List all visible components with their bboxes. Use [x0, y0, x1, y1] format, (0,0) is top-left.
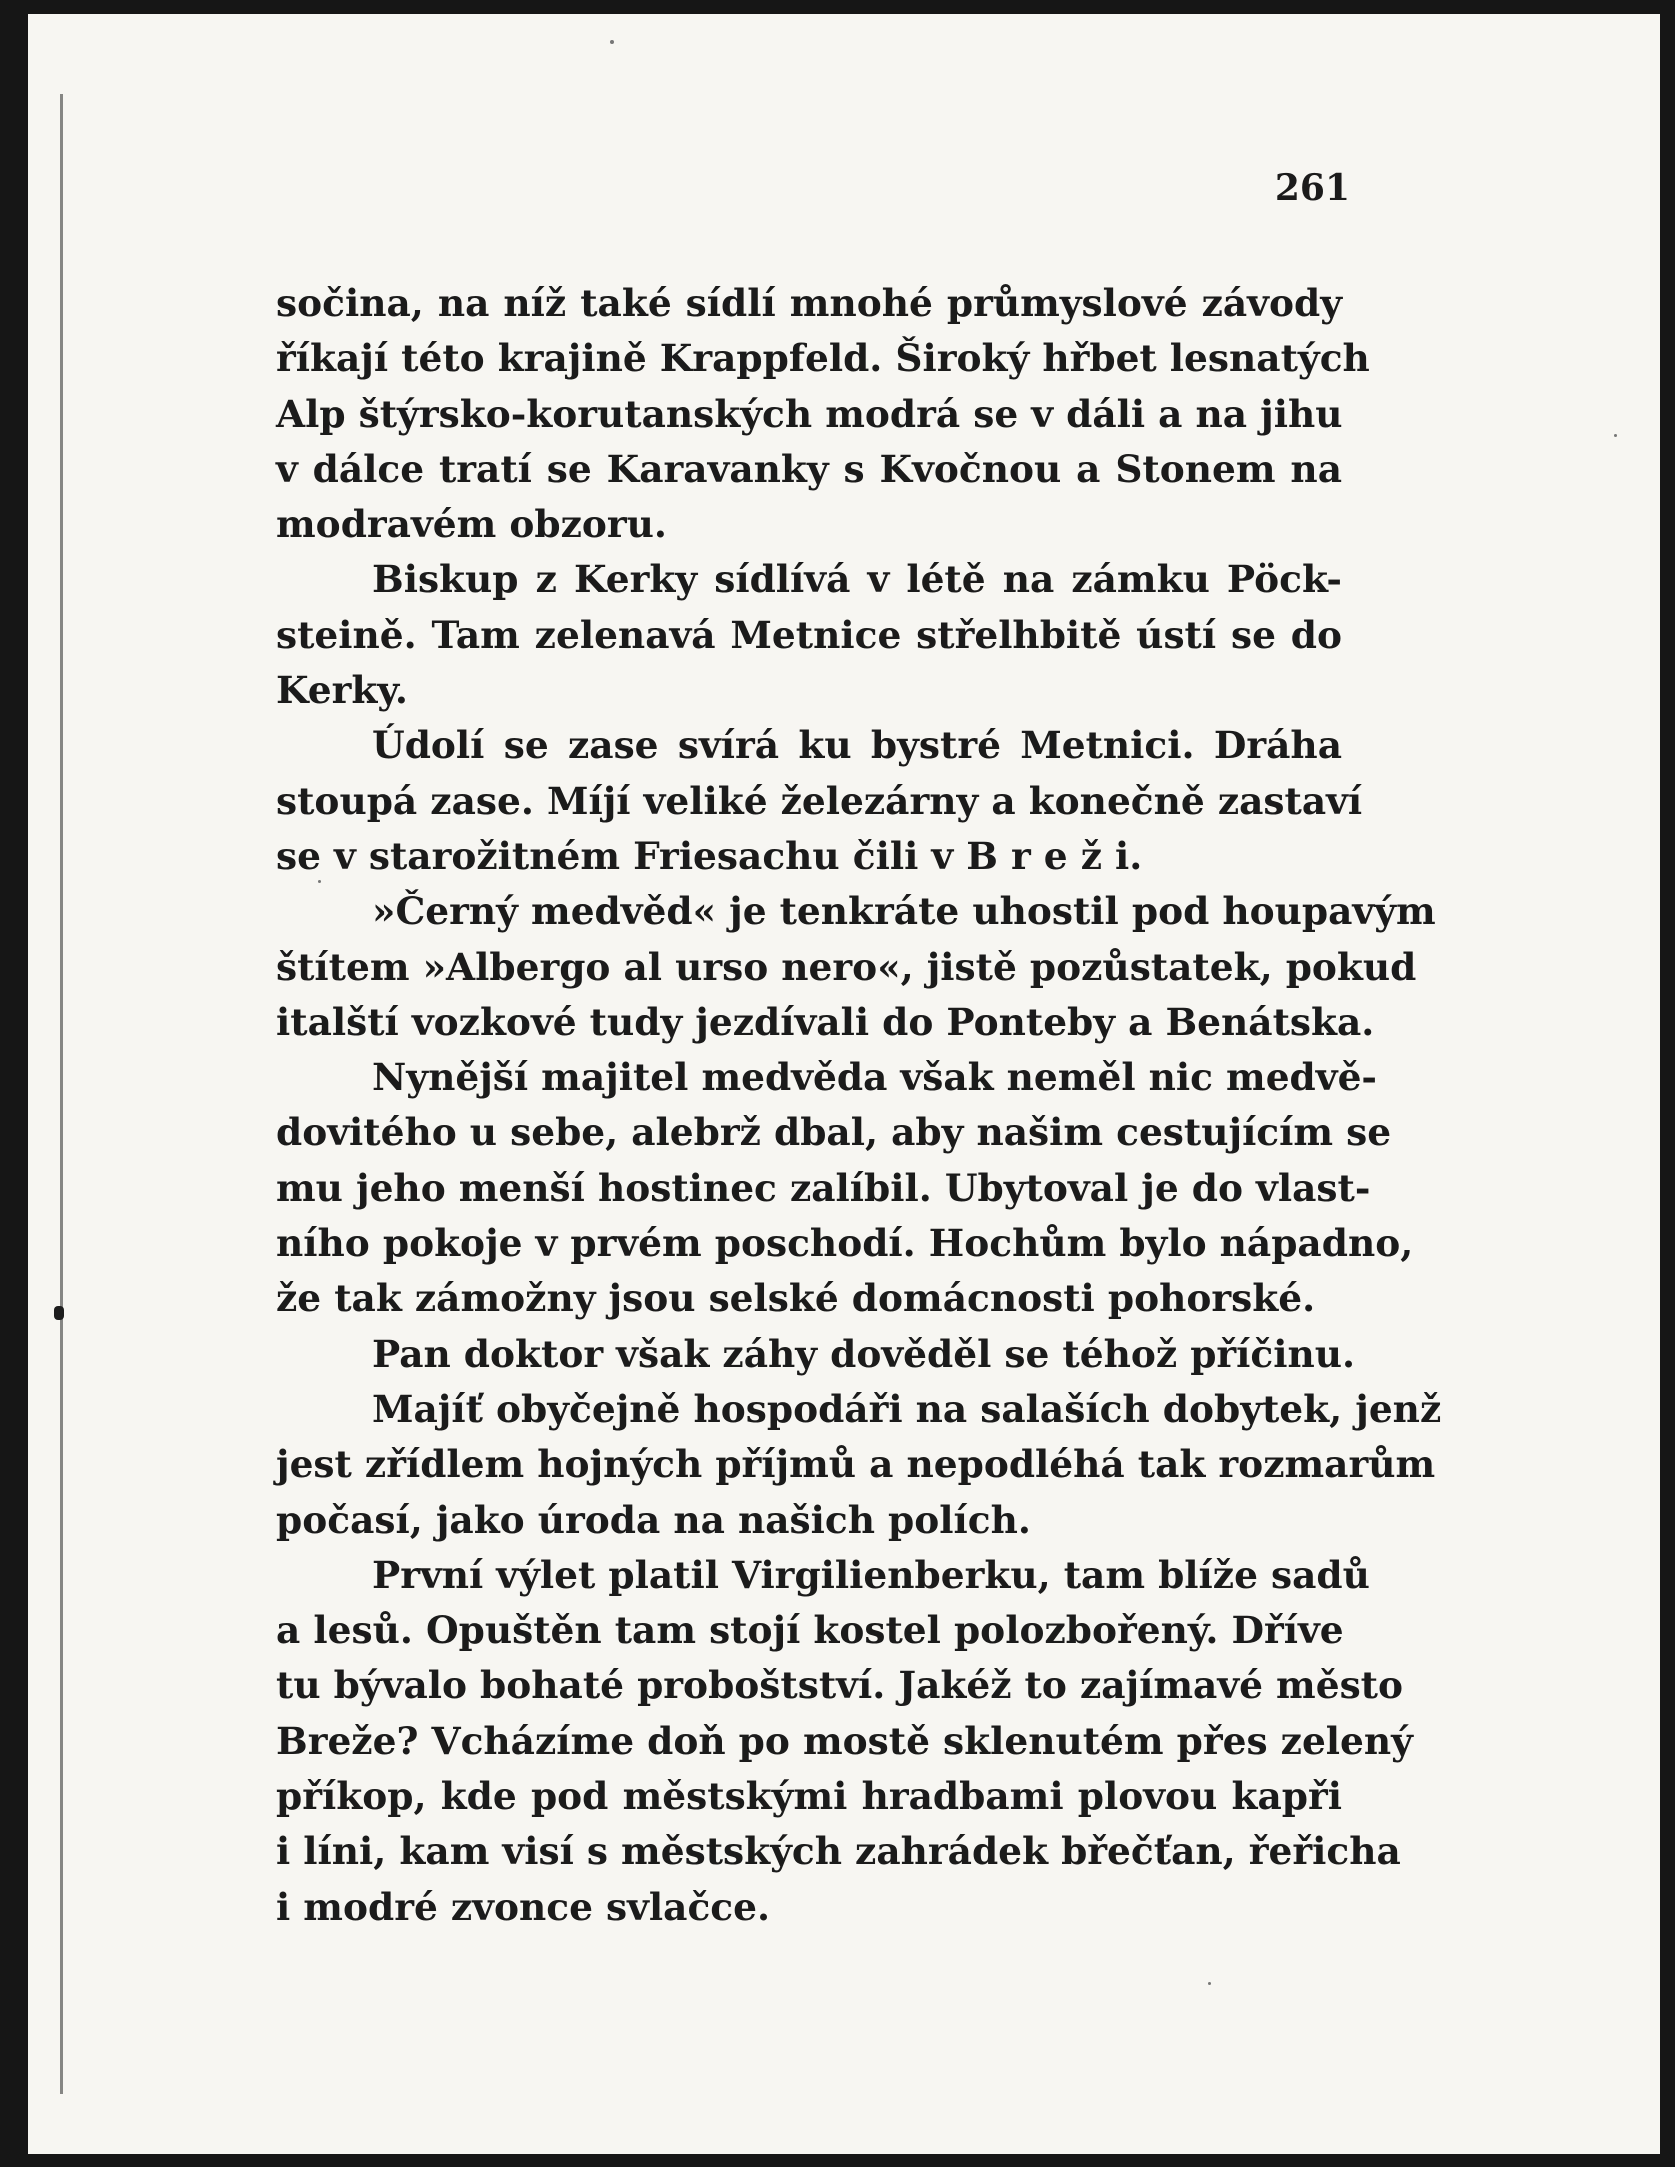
text-line: stoupá zase. Míjí veliké železárny a konečně zastaví: [276, 778, 1363, 823]
text-line: Kerky.: [276, 668, 408, 713]
text-line: sočina, na níž také sídlí mnohé průmyslové závody: [276, 281, 1342, 325]
text-line: steině. Tam zelenavá Metnice střelhbitě ústí se do: [276, 612, 1342, 657]
text-line: mu jeho menší hostinec zalíbil. Ubytoval je do vlast-: [276, 1165, 1371, 1210]
text-line: »Černý medvěd« je tenkráte uhostil pod houpavým: [372, 889, 1436, 934]
page-gutter-line: [60, 94, 63, 2094]
text-line: že tak zámožny jsou selské domácnosti pohorské.: [276, 1276, 1316, 1321]
ink-speck: [1208, 1982, 1211, 1985]
text-line: i modré zvonce svlačce.: [276, 1884, 771, 1929]
ink-speck: [610, 40, 614, 44]
text-line: počasí, jako úroda na našich polích.: [276, 1497, 1031, 1542]
text-line: tu bývalo bohaté proboštství. Jakéž to zajímavé město: [276, 1663, 1404, 1708]
text-line: Biskup z Kerky sídlívá v létě na zámku Pöck-: [372, 557, 1342, 602]
body-text: [276, 276, 1442, 1935]
text-line: modravém obzoru.: [276, 502, 667, 547]
text-line: říkají této krajině Krappfeld. Široký hřbet lesnatých: [276, 336, 1370, 381]
text-line: italští vozkové tudy jezdívali do Ponteby a Benátska.: [276, 999, 1375, 1044]
text-line: štítem »Albergo al urso nero«, jistě pozůstatek, pokud: [276, 944, 1417, 989]
page-number: 261: [1274, 167, 1350, 209]
text-line: a lesů. Opuštěn tam stojí kostel polozbořený. Dříve: [276, 1608, 1344, 1653]
text-line: i líni, kam visí s městských zahrádek břečťan, řeřicha: [276, 1829, 1401, 1874]
text-line: Breže? Vcházíme doň po mostě sklenutém přes zelený: [276, 1718, 1413, 1763]
gutter-ink-mark: [54, 1306, 64, 1320]
text-line: Pan doktor však záhy dověděl se téhož příčinu.: [372, 1331, 1356, 1376]
text-line: Alp štýrsko-korutanských modrá se v dáli a na jihu: [276, 391, 1343, 436]
text-line: jest zřídlem hojných příjmů a nepodléhá tak rozmarům: [276, 1442, 1436, 1487]
text-line: v dálce tratí se Karavanky s Kvočnou a Stonem na: [276, 446, 1342, 491]
text-line: příkop, kde pod městskými hradbami plovou kapři: [276, 1774, 1342, 1819]
text-line: ního pokoje v prvém poschodí. Hochům bylo nápadno,: [276, 1221, 1414, 1266]
text-line: dovitého u sebe, alebrž dbal, aby našim cestujícím se: [276, 1110, 1392, 1155]
text-line: První výlet platil Virgilienberku, tam blíže sadů: [372, 1552, 1370, 1597]
text-line: Majíť obyčejně hospodáři na salaších dobytek, jenž: [372, 1386, 1442, 1431]
text-line: Nynější majitel medvěda však neměl nic medvě-: [372, 1055, 1377, 1100]
ink-speck: [1614, 434, 1617, 437]
text-line: Údolí se zase svírá ku bystré Metnici. Dráha: [372, 723, 1342, 768]
text-line: se v starožitném Friesachu čili v B r e ž i.: [276, 833, 1143, 878]
